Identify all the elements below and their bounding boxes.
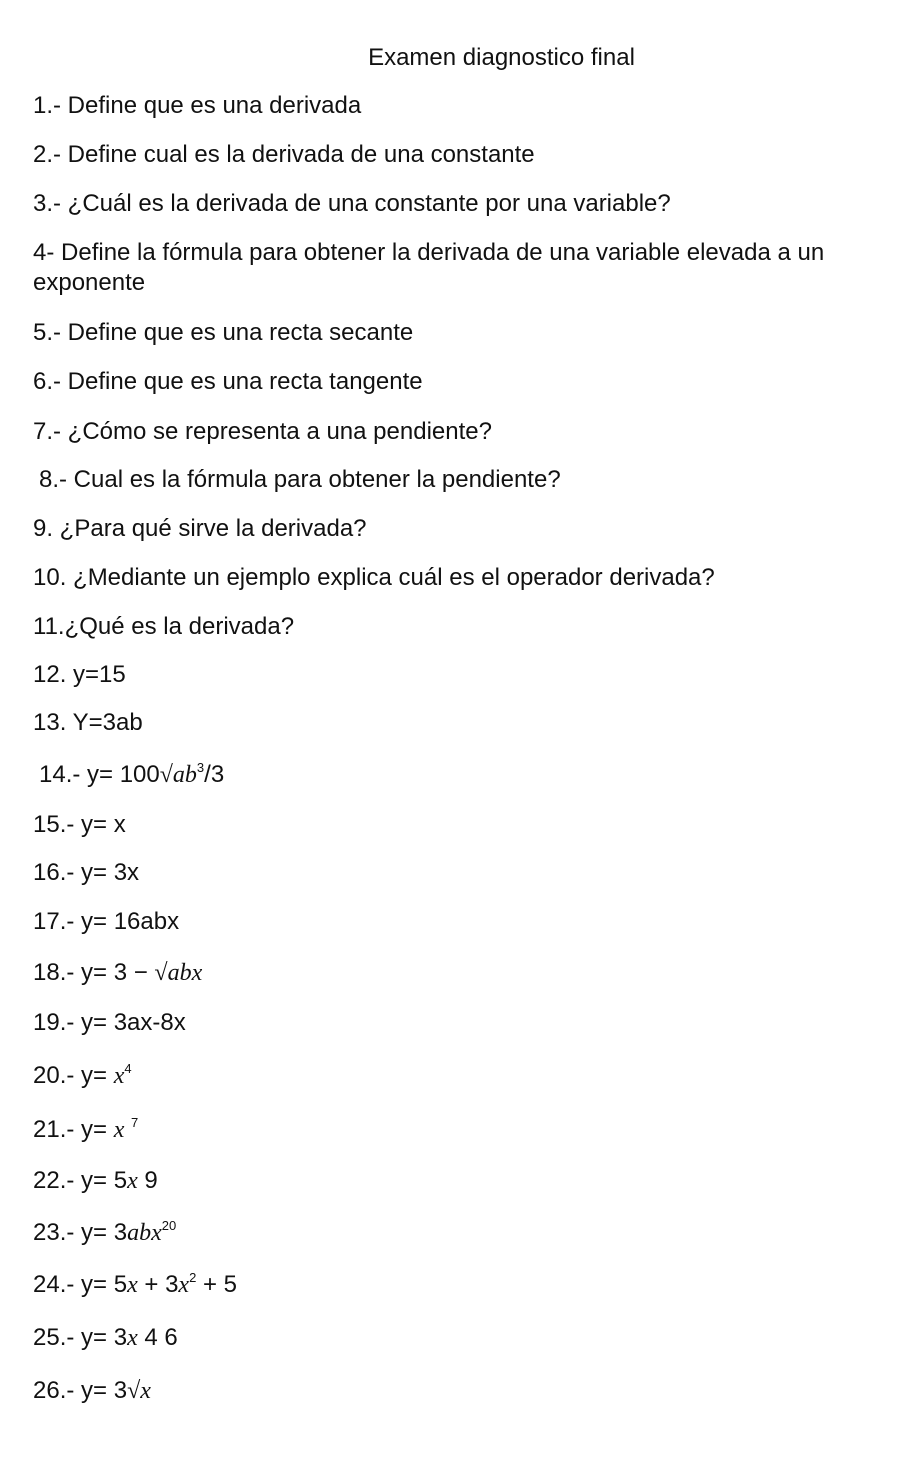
exercise-14-tail: /3: [204, 761, 225, 788]
exercise-18-expression: √abx: [154, 960, 203, 986]
exercise-24: [33, 1270, 883, 1300]
exercise-14-expression: √ab: [159, 762, 197, 788]
exercise-16: [33, 858, 883, 888]
exercise-22-tail: 9: [137, 1167, 158, 1194]
exercise-21-expression: x: [113, 1117, 125, 1143]
exercise-14: [39, 760, 889, 790]
exercise-19-prefix: 19.- y= 3ax-8x: [33, 1009, 186, 1036]
exercise-24-tail: + 3: [137, 1271, 179, 1298]
exercise-14-prefix: 14.- y= 100: [39, 761, 160, 788]
question-10: 10. ¿Mediante un ejemplo explica cuál es el operador derivada?: [33, 564, 715, 591]
exercise-21-prefix: 21.- y=: [33, 1116, 114, 1143]
exercise-21: [33, 1115, 883, 1145]
exercise-25-tail: 4 6: [137, 1324, 178, 1351]
exercise-23-prefix: 23.- y= 3: [33, 1219, 128, 1246]
question-11: 11.¿Qué es la derivada?: [33, 613, 295, 640]
exercise-15-prefix: 15.- y= x: [33, 811, 126, 838]
exercise-15: [33, 810, 883, 840]
exercise-24-exponent: 2: [189, 1270, 197, 1285]
question-13: 13. Y=3ab: [33, 709, 143, 736]
question-5: 5.- Define que es una recta secante: [33, 319, 414, 346]
exercise-22: [33, 1166, 883, 1196]
page-title: Examen diagnostico final: [368, 44, 635, 71]
exercise-21-exponent: 7: [131, 1115, 139, 1130]
exercise-24-expression: x: [127, 1272, 138, 1298]
exercise-23: [33, 1218, 883, 1248]
exercise-23-expression: abx: [127, 1220, 162, 1246]
question-2: 2.- Define cual es la derivada de una constante: [33, 141, 535, 168]
question-8: 8.- Cual es la fórmula para obtener la pendiente?: [39, 466, 561, 493]
question-12: 12. y=15: [33, 661, 126, 688]
exercise-18-prefix: 18.- y= 3 −: [33, 959, 155, 986]
exercise-20-prefix: 20.- y=: [33, 1062, 114, 1089]
exercise-26: [33, 1376, 883, 1406]
exercise-23-exponent: 20: [161, 1218, 177, 1233]
exercise-25-prefix: 25.- y= 3: [33, 1324, 128, 1351]
question-3: 3.- ¿Cuál es la derivada de una constante por una variable?: [33, 190, 671, 217]
exercise-26-expression: √x: [127, 1378, 151, 1404]
question-9: 9. ¿Para qué sirve la derivada?: [33, 515, 367, 542]
exercise-22-prefix: 22.- y= 5: [33, 1167, 128, 1194]
question-7: 7.- ¿Cómo se representa a una pendiente?: [33, 418, 492, 445]
question-1: 1.- Define que es una derivada: [33, 92, 362, 119]
exercise-24-prefix: 24.- y= 5: [33, 1271, 128, 1298]
exercise-20: [33, 1061, 883, 1091]
question-4: 4- Define la fórmula para obtener la derivada de una variable elevada a un exponente: [33, 239, 825, 296]
exercise-14-exponent: 3: [196, 760, 205, 775]
exercise-25: [33, 1323, 883, 1353]
exercise-19: [33, 1008, 883, 1038]
exercise-20-exponent: 4: [124, 1061, 132, 1076]
exercise-24-tail-2: + 5: [196, 1271, 238, 1298]
exercise-18: [33, 958, 883, 988]
exercise-17-prefix: 17.- y= 16abx: [33, 908, 180, 935]
exercise-26-prefix: 26.- y= 3: [33, 1377, 128, 1404]
question-6: 6.- Define que es una recta tangente: [33, 368, 423, 395]
exercise-20-expression: x: [113, 1063, 125, 1089]
exercise-16-prefix: 16.- y= 3x: [33, 859, 140, 886]
exercise-22-expression: x: [127, 1168, 138, 1194]
exercise-17: [33, 907, 883, 937]
exercise-25-expression: x: [127, 1325, 138, 1351]
exercise-24-expression-2: x: [178, 1272, 190, 1298]
